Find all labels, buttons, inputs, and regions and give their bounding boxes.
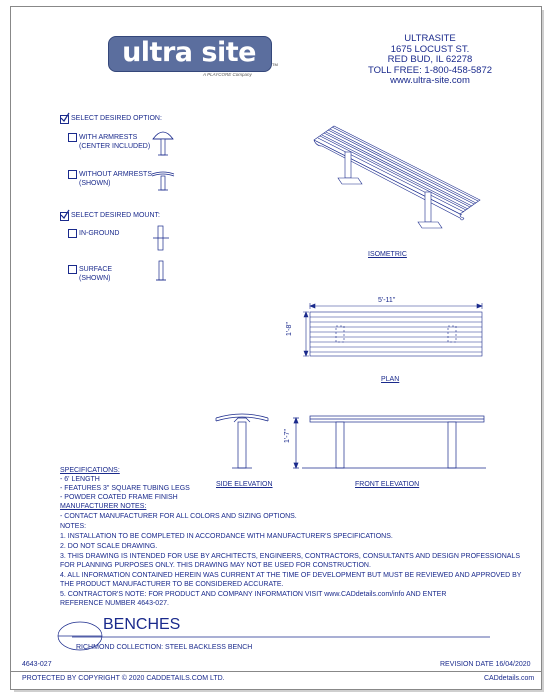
note-line: REFERENCE NUMBER 4643-027.	[60, 600, 169, 607]
plan-label: PLAN	[381, 376, 400, 383]
plan-drawing	[296, 296, 496, 368]
title-block-subtitle: RICHMOND COLLECTION: STEEL BACKLESS BENCH	[76, 644, 253, 651]
footer-rule	[10, 671, 541, 672]
plan-length-dimension: 5'-11"	[378, 297, 396, 304]
with-armrests-label: WITH ARMRESTS	[79, 134, 138, 141]
front-elevation-drawing	[290, 410, 490, 472]
without-armrests-label: WITHOUT ARMRESTS	[79, 171, 152, 178]
spec-item: - POWDER COATED FRAME FINISH	[60, 494, 178, 501]
note-line: 4. ALL INFORMATION CONTAINED HEREIN WAS CURRENT AT THE TIME OF DEVELOPMENT BUT MUST BE REVIEWED AND APPROVED BY	[60, 572, 522, 579]
with-armrests-sub: (CENTER INCLUDED)	[79, 143, 151, 150]
note-line: FOR PLANNING PURPOSES ONLY. THIS DRAWING MAY NOT BE USED FOR CONSTRUCTION.	[60, 562, 371, 569]
without-armrests-checkbox[interactable]	[68, 170, 77, 179]
note-line: 1. INSTALLATION TO BE COMPLETED IN ACCORDANCE WITH MANUFACTURER'S SPECIFICATIONS.	[60, 533, 393, 540]
surface-checkbox[interactable]	[68, 265, 77, 274]
logo-tagline: A PLAYCORE Company	[203, 72, 252, 77]
front-height-dimension: 1'-7"	[284, 429, 291, 443]
without-armrests-sub: (SHOWN)	[79, 180, 111, 187]
side-elevation-label: SIDE ELEVATION	[216, 481, 273, 488]
footer-copyright: PROTECTED BY COPYRIGHT © 2020 CADDETAILS.COM LTD.	[22, 675, 225, 682]
company-address-1: 1675 LOCUST ST.	[390, 43, 470, 55]
logo	[108, 36, 278, 82]
select-option-label: SELECT DESIRED OPTION:	[71, 115, 162, 122]
surface-label: SURFACE	[79, 266, 113, 273]
surface-sub: (SHOWN)	[79, 275, 111, 282]
in-ground-mount-icon	[153, 226, 169, 250]
company-info	[360, 34, 500, 87]
spec-item: - 6' LENGTH	[60, 476, 100, 483]
select-mount-label: SELECT DESIRED MOUNT:	[71, 212, 160, 219]
company-phone: TOLL FREE: 1-800-458-5872	[367, 64, 493, 76]
note-line: THE PRODUCT MANUFACTURER TO BE CONSIDERED ACCURATE.	[60, 581, 284, 588]
logo-tm: TM	[272, 62, 278, 67]
in-ground-label: IN-GROUND	[79, 230, 120, 237]
armrest-icon	[150, 128, 176, 158]
mfr-note-item: - CONTACT MANUFACTURER FOR ALL COLORS AND SIZING OPTIONS.	[60, 513, 297, 520]
side-elevation-drawing	[212, 410, 272, 472]
mfr-notes-heading: MANUFACTURER NOTES:	[60, 503, 147, 510]
title-block-ref: 4643-027	[22, 661, 52, 668]
spec-item: - FEATURES 3" SQUARE TUBING LEGS	[60, 485, 190, 492]
note-line: 5. CONTRACTOR'S NOTE: FOR PRODUCT AND COMPANY INFORMATION VISIT www.CADdetails.com/info AND ENTER	[60, 591, 447, 598]
isometric-drawing	[312, 118, 482, 238]
company-website[interactable]: www.ultra-site.com	[390, 75, 470, 86]
isometric-label: ISOMETRIC	[368, 251, 407, 258]
title-block-revision: REVISION DATE 16/04/2020	[440, 661, 531, 668]
checkmark-icon	[60, 210, 70, 220]
notes-heading: NOTES:	[60, 523, 87, 530]
no-armrest-icon	[150, 170, 176, 194]
logo-brand: ultra site	[122, 37, 256, 68]
footer-site[interactable]: CADdetails.com	[484, 675, 535, 682]
in-ground-checkbox[interactable]	[68, 229, 77, 238]
note-line: 2. DO NOT SCALE DRAWING.	[60, 543, 158, 550]
title-block-title: BENCHES	[103, 616, 181, 633]
checkmark-icon	[60, 113, 70, 123]
company-address-2: RED BUD, IL 62278	[387, 54, 473, 65]
with-armrests-checkbox[interactable]	[68, 133, 77, 142]
specs-heading: SPECIFICATIONS:	[60, 467, 120, 474]
surface-mount-icon	[153, 261, 169, 283]
company-name: ULTRASITE	[404, 33, 456, 44]
plan-depth-dimension: 1'-8"	[286, 322, 293, 336]
front-elevation-label: FRONT ELEVATION	[355, 481, 420, 488]
note-line: 3. THIS DRAWING IS INTENDED FOR USE BY ARCHITECTS, ENGINEERS, CONTRACTORS, CONSULTANTS AND DESIGN PROFESSIONALS	[60, 553, 520, 560]
